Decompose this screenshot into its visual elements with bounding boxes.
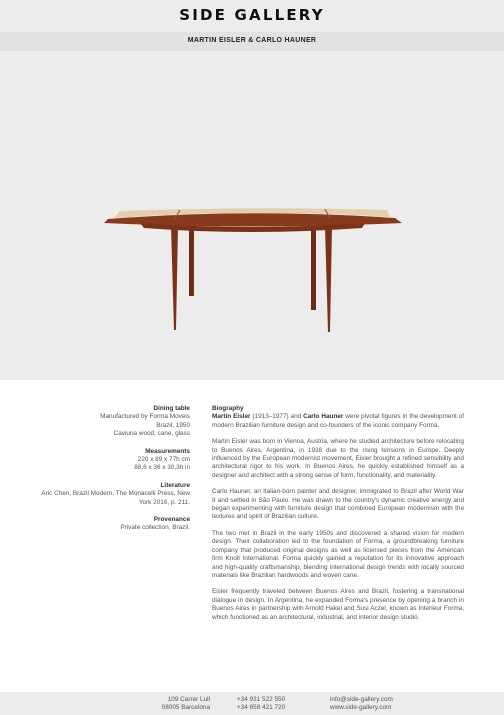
footer-phones xyxy=(237,696,317,712)
biography-column xyxy=(212,405,464,630)
provenance-line: Private collection, Brazil. xyxy=(120,524,190,532)
artists-title: MARTIN EISLER & CARLO HAUNER xyxy=(187,37,317,44)
measurements-block xyxy=(40,448,190,473)
bio-name-hauner: Carlo Hauner xyxy=(303,413,344,421)
manufacturer-line: Manufactured by Forma Moveis xyxy=(100,413,190,421)
phone-1[interactable]: +34 931 522 550 xyxy=(237,696,286,703)
biography-paragraph-4: The two met in Brazil in the early 1950s and discovered a shared vision for modern design. Their collaboration led to the foundation of Forma, a groundbreaking furniture company that produced original designs as well as licensed pieces from the American firm Knoll International. Forma quickly gained a reputation for its innovative approach and high-quality craftsmanship, blending international design trends with locally sourced materials like Brazilian hardwoods and woven cane. xyxy=(212,529,464,579)
biography-paragraph-1 xyxy=(212,413,464,430)
brand-title: SIDE GALLERY xyxy=(179,6,325,24)
biography-paragraph-5: Eisler frequently traveled between Buenos Aires and Brazil, fostering a transnational dialogue in design. In Argentina, he expanded Forma's presence by opening a branch in Buenos Aires in partnership with Arnold Hakel and Susi Aczel, known as Interieur Forma, which functioned as an architectural, industrial, and interior design studio. xyxy=(212,588,464,621)
table-leg-front-left xyxy=(171,226,178,330)
address-city: 08005 Barcelona xyxy=(161,704,210,711)
biography-paragraph-2: Martin Eisler was born in Vienna, Austria, where he studied architecture before relocating to Buenos Aires, Argentina, in 1938 due to the rising tensions in Europe. Deeply influenced by the European modernist movement, Eisler brought a refined sensibility and architectural rigor to his work. In Buenos Aires, he quickly established himself as a designer and architect with a strong sense of form, functionality, and materiality. xyxy=(212,438,464,479)
dining-table-photo xyxy=(100,198,410,338)
measurements-in: 88,6 x 36 x 30,3h in xyxy=(134,464,190,472)
bio-name-eisler: Martin Eisler xyxy=(212,413,251,421)
materials-line: Caviuna wood, cane, glass xyxy=(113,430,190,438)
email-link[interactable]: info@side-gallery.com xyxy=(330,696,393,703)
phone-2[interactable]: +34 658 421 720 xyxy=(237,704,286,711)
provenance-heading: Provenance xyxy=(153,516,190,524)
literature-line2: York 2016, p. 211. xyxy=(138,498,190,506)
origin-line: Brazil, 1950 xyxy=(156,421,190,429)
measurements-heading: Measurements xyxy=(145,447,190,455)
table-leg-back-right xyxy=(311,226,316,310)
dining-table-block xyxy=(40,405,190,439)
biography-paragraph-3: Carlo Hauner, an Italian-born painter and designer, immigrated to Brazil after World War II and settled in São Paulo. He was drawn to the country's dynamic creative energy and began experimenting with furniture design that combined European modernism with the textures and spirit of Brazilian culture. xyxy=(212,488,464,521)
address-street: 109 Carrer Lull xyxy=(167,696,210,703)
literature-block xyxy=(40,482,190,507)
website-link[interactable]: www.side-gallery.com xyxy=(330,704,392,711)
details-column xyxy=(40,405,190,542)
bio-p1-rest: were pivotal figures in the development of modern Brazilian furniture design and co-founders of the iconic company Forma. xyxy=(212,413,465,429)
measurements-cm: 220 x 89 x 77h cm xyxy=(137,456,190,464)
footer-address xyxy=(130,696,210,712)
literature-heading: Literature xyxy=(160,481,190,489)
dining-table-heading: Dining table xyxy=(153,405,190,412)
bio-p1-mid: (1913–1977) and xyxy=(250,413,304,421)
table-leg-back-left xyxy=(189,226,194,296)
biography-heading: Biography xyxy=(212,405,244,412)
provenance-block xyxy=(40,516,190,533)
literature-line1: Aric Chen, Brazil Modern, The Monacelli Press, New xyxy=(41,490,190,498)
table-leg-front-right xyxy=(325,226,332,332)
footer-contact xyxy=(330,696,430,712)
